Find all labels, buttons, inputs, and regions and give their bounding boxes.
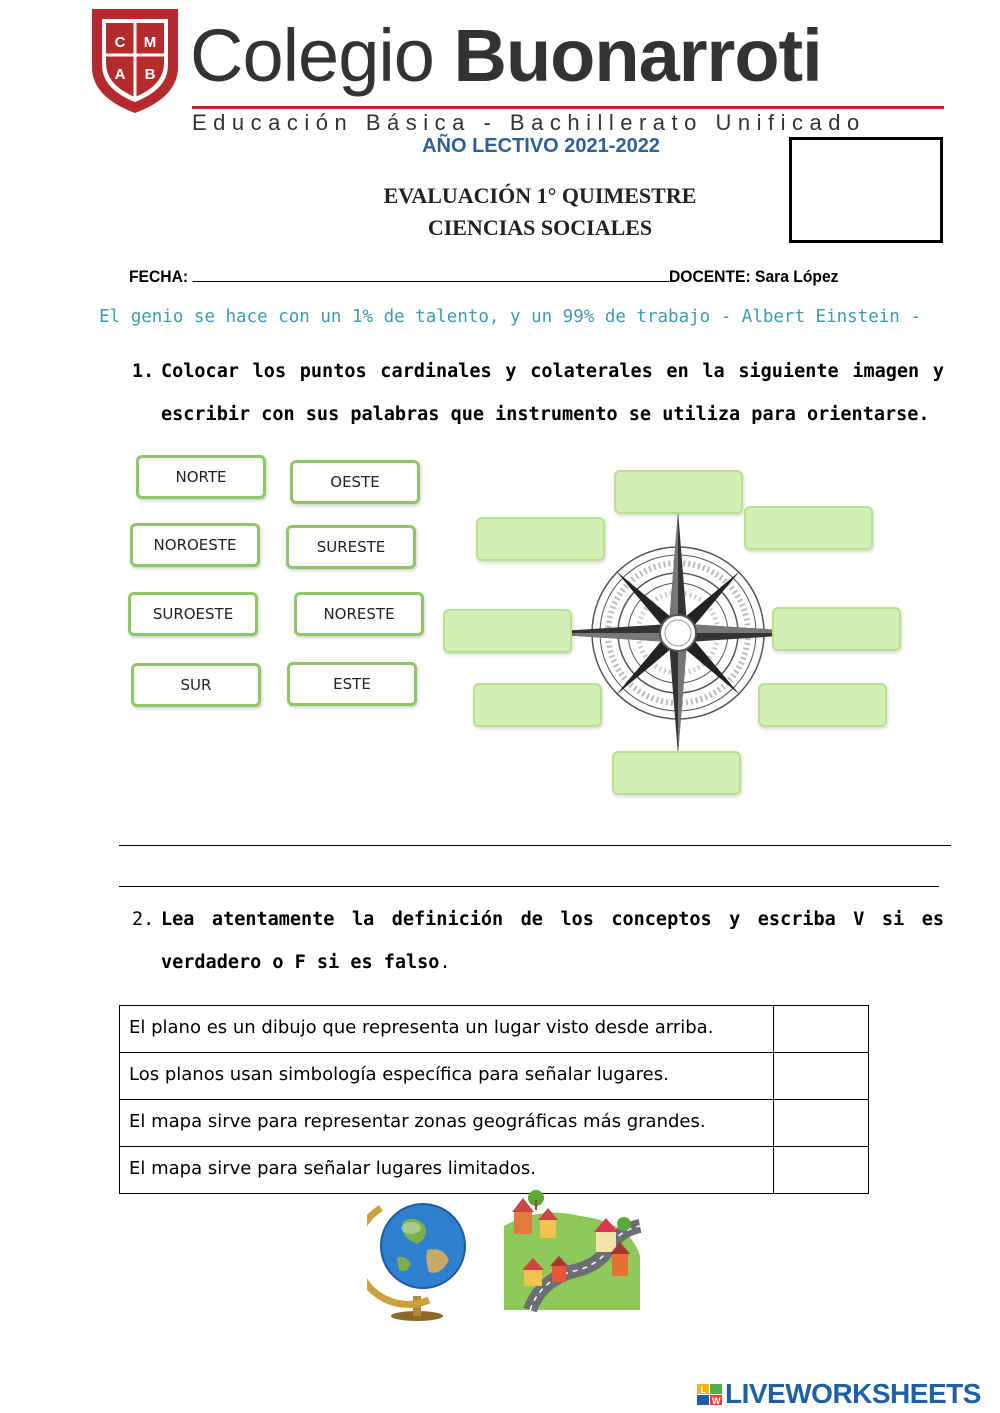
statement-cell: El plano es un dibujo que representa un lugar visto desde arriba. <box>120 1006 774 1053</box>
compass-answer-box[interactable] <box>612 751 741 795</box>
liveworksheets-logo <box>697 1378 981 1410</box>
teacher-name: Sara López <box>755 267 839 286</box>
school-name-bold: Buonarroti <box>453 14 822 97</box>
crest-letter: M <box>143 34 157 51</box>
compass-answer-box[interactable] <box>476 517 605 561</box>
word-chip[interactable]: SURESTE <box>286 525 416 569</box>
question-text-end: . <box>439 952 451 973</box>
crest-letter: C <box>114 34 126 51</box>
question-1 <box>132 350 944 436</box>
quote: El genio se hace con un 1% de talento, y un 99% de trabajo - Albert Einstein - <box>99 307 921 327</box>
compass-answer-box[interactable] <box>744 506 873 550</box>
true-false-table <box>119 1005 869 1194</box>
liveworksheets-icon <box>697 1384 723 1406</box>
date-label: FECHA: <box>129 267 189 286</box>
table-row <box>120 1053 869 1100</box>
word-chip[interactable]: NORTE <box>136 455 266 499</box>
logo-mark-letter: L <box>700 1385 706 1395</box>
answer-cell[interactable] <box>774 1147 869 1194</box>
question-text-bold: Lea atentamente la definición de los conceptos y escriba V si es verdadero o F si es falso <box>161 909 944 973</box>
word-chip[interactable]: ESTE <box>287 662 417 706</box>
question-text <box>161 898 944 984</box>
answer-cell[interactable] <box>774 1053 869 1100</box>
answer-cell[interactable] <box>774 1006 869 1053</box>
answer-line[interactable] <box>119 845 951 846</box>
question-number: 2. <box>132 909 155 930</box>
table-row <box>120 1147 869 1194</box>
table-row <box>120 1100 869 1147</box>
school-year: AÑO LECTIVO 2021-2022 <box>422 135 660 157</box>
word-chip[interactable]: NOROESTE <box>130 523 260 567</box>
school-subtitle: Educación Básica - Bachillerato Unificado <box>192 110 866 135</box>
answer-cell[interactable] <box>774 1100 869 1147</box>
word-chip[interactable]: NORESTE <box>294 592 424 636</box>
exam-subject: CIENCIAS SOCIALES <box>427 215 653 240</box>
statement-cell: El mapa sirve para señalar lugares limitados. <box>120 1147 774 1194</box>
school-name-regular: Colegio <box>190 14 434 97</box>
grade-box[interactable] <box>789 137 943 243</box>
town-map-illustration <box>500 1186 644 1314</box>
compass-answer-box[interactable] <box>614 470 743 514</box>
exam-title: EVALUACIÓN 1° QUIMESTRE <box>383 183 697 208</box>
logo-mark-letter: W <box>712 1396 720 1406</box>
question-2 <box>132 898 944 984</box>
teacher-label: DOCENTE: <box>668 267 751 286</box>
crest-letter: A <box>114 66 126 83</box>
crest-letter: B <box>144 66 156 83</box>
header-divider <box>192 106 944 109</box>
compass-answer-box[interactable] <box>443 609 572 653</box>
table-row <box>120 1006 869 1053</box>
word-chip[interactable]: SUROESTE <box>128 592 258 636</box>
statement-cell: Los planos usan simbología específica para señalar lugares. <box>120 1053 774 1100</box>
logo-text: LIVEWORKSHEETS <box>725 1378 981 1409</box>
question-text: Colocar los puntos cardinales y colaterales en la siguiente imagen y escribir con sus palabras que instrumento se utiliza para orientarse. <box>161 361 944 425</box>
compass-answer-box[interactable] <box>758 683 887 727</box>
compass-answer-box[interactable] <box>772 607 901 651</box>
word-chip[interactable]: SUR <box>131 663 261 707</box>
answer-line[interactable] <box>119 886 939 887</box>
globe-illustration <box>367 1188 469 1322</box>
school-name <box>190 14 822 98</box>
date-teacher-line <box>129 265 838 287</box>
compass-answer-box[interactable] <box>473 683 602 727</box>
date-field[interactable] <box>192 265 669 282</box>
statement-cell: El mapa sirve para representar zonas geográficas más grandes. <box>120 1100 774 1147</box>
word-chip[interactable]: OESTE <box>290 460 420 504</box>
question-number: 1. <box>132 361 155 382</box>
school-crest-logo <box>88 5 182 115</box>
